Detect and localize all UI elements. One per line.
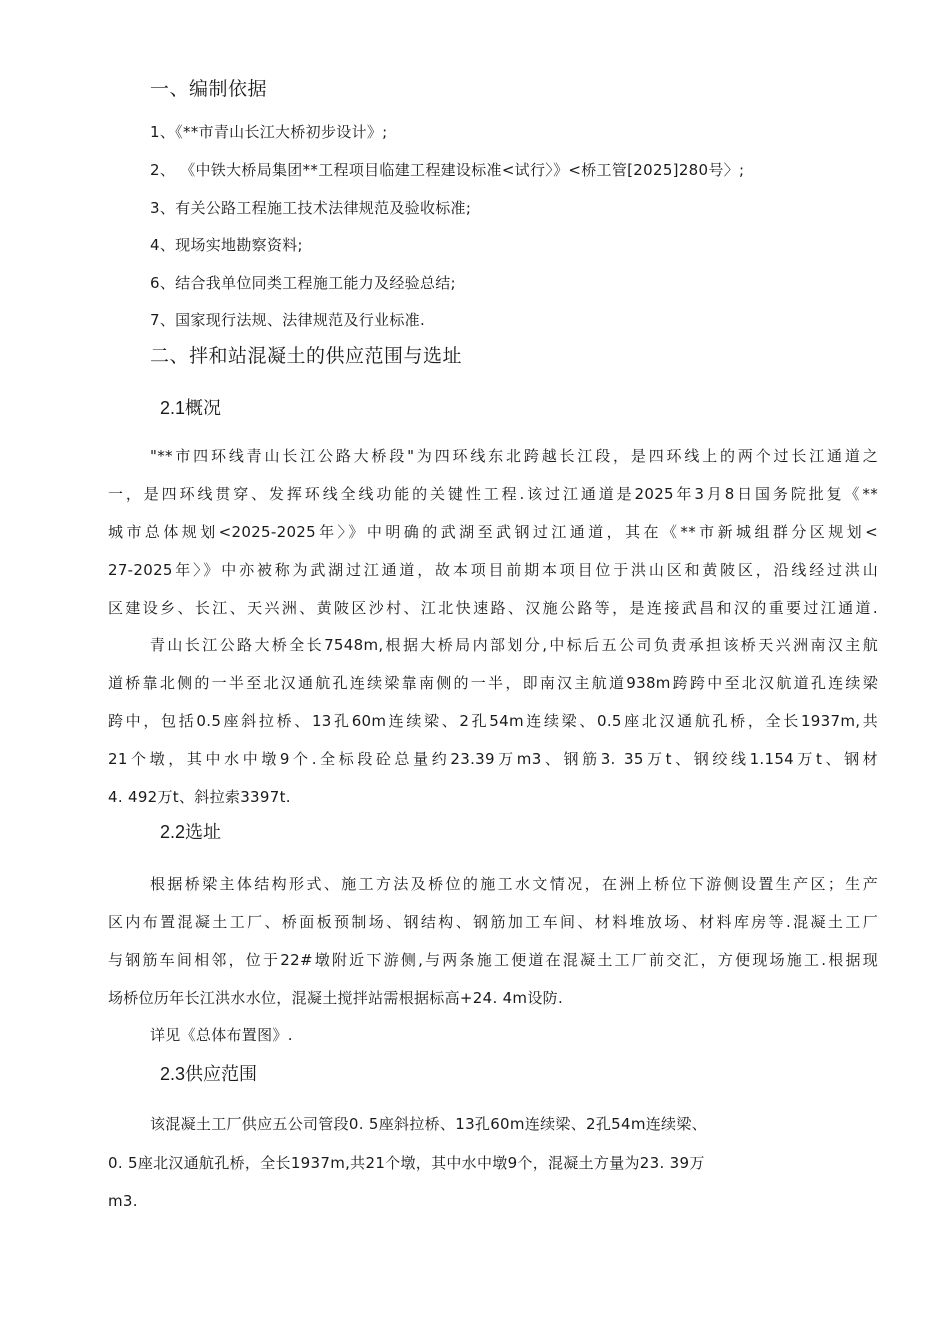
- subsection-2-3-heading: 2.3供应范围: [160, 1064, 258, 1084]
- paragraph-line: 4. 492万t、斜拉索3397t.: [108, 788, 291, 806]
- supply-range-line-3: m3.: [108, 1192, 138, 1210]
- paragraph-line: 区内布置混凝土工厂、桥面板预制场、钢结构、钢筋加工车间、材料堆放场、材料库房等.混凝土工厂: [108, 913, 878, 931]
- site-selection-paragraph: [108, 865, 878, 1017]
- paragraph-line: 根据桥梁主体结构形式、施工方法及桥位的施工水文情况，在洲上桥位下游侧设置生产区；生产: [150, 875, 878, 893]
- paragraph-line: 道桥靠北侧的一半至北汉通航孔连续梁靠南侧的一半，即南汉主航道938m跨跨中至北汉航道孔连续梁: [108, 674, 878, 692]
- paragraph-line: 区建设乡、长江、天兴洲、黄陂区沙村、江北快速路、汉施公路等，是连接武昌和汉的重要过江通道.: [108, 599, 878, 617]
- paragraph-line: 青山长江公路大桥全长7548m,根据大桥局内部划分,中标后五公司负责承担该桥天兴洲南汉主航: [150, 636, 878, 654]
- basis-item-1: 1、《**市青山长江大桥初步设计》;: [150, 123, 388, 141]
- paragraph-line: "**市四环线青山长江公路大桥段"为四环线东北跨越长江段，是四环线上的两个过长江通道之: [150, 447, 878, 465]
- layout-reference: 详见《总体布置图》.: [150, 1026, 293, 1044]
- paragraph-line: 场桥位历年长江洪水水位，混凝土搅拌站需根据标高+24. 4m设防.: [108, 989, 564, 1007]
- subsection-2-1-heading: 2.1概况: [160, 398, 222, 418]
- basis-item-7: 7、国家现行法规、法律规范及行业标准.: [150, 311, 426, 329]
- section-2-heading: 二、拌和站混凝土的供应范围与选址: [150, 345, 463, 367]
- supply-range-line-2: 0. 5座北汉通航孔桥，全长1937m,共21个墩，其中水中墩9个，混凝土方量为23. 39万: [108, 1154, 705, 1172]
- section-1-heading: 一、编制依据: [150, 78, 268, 100]
- basis-item-4: 4、现场实地勘察资料;: [150, 236, 303, 254]
- paragraph-line: 与钢筋车间相邻，位于22#墩附近下游侧,与两条施工便道在混凝土工厂前交汇，方便现场施工.根据现: [108, 951, 878, 969]
- paragraph-line: 城市总体规划<2025-2025年〉》中明确的武湖至武钢过江通道，其在《**市新城组群分区规划<: [108, 523, 878, 541]
- paragraph-line: 27-2025年〉》中亦被称为武湖过江通道，故本项目前期本项目位于洪山区和黄陂区，沿线经过洪山: [108, 561, 878, 579]
- paragraph-line: 跨中，包括0.5座斜拉桥、13孔60m连续梁、2孔54m连续梁、0.5座北汉通航孔桥，全长1937m,共: [108, 712, 878, 730]
- supply-range-line-1: 该混凝土工厂供应五公司管段0. 5座斜拉桥、13孔60m连续梁、2孔54m连续梁、: [150, 1115, 707, 1133]
- paragraph-line: 一，是四环线贯穿、发挥环线全线功能的关键性工程.该过江通道是2025年3月8日国务院批复《**: [108, 485, 878, 503]
- overview-paragraph-1: [108, 437, 878, 627]
- subsection-2-2-heading: 2.2选址: [160, 822, 222, 842]
- overview-paragraph-2: [108, 626, 878, 816]
- paragraph-line: 21个墩，其中水中墩9个.全标段砼总量约23.39万m3、钢筋3. 35万t、钢绞线1.154万t、钢材: [108, 750, 878, 768]
- basis-item-2: 2、 《中铁大桥局集团**工程项目临建工程建设标准<试行〉》<桥工管[2025]280号〉;: [150, 161, 745, 179]
- basis-item-3: 3、有关公路工程施工技术法律规范及验收标准;: [150, 199, 472, 217]
- basis-item-6: 6、结合我单位同类工程施工能力及经验总结;: [150, 274, 456, 292]
